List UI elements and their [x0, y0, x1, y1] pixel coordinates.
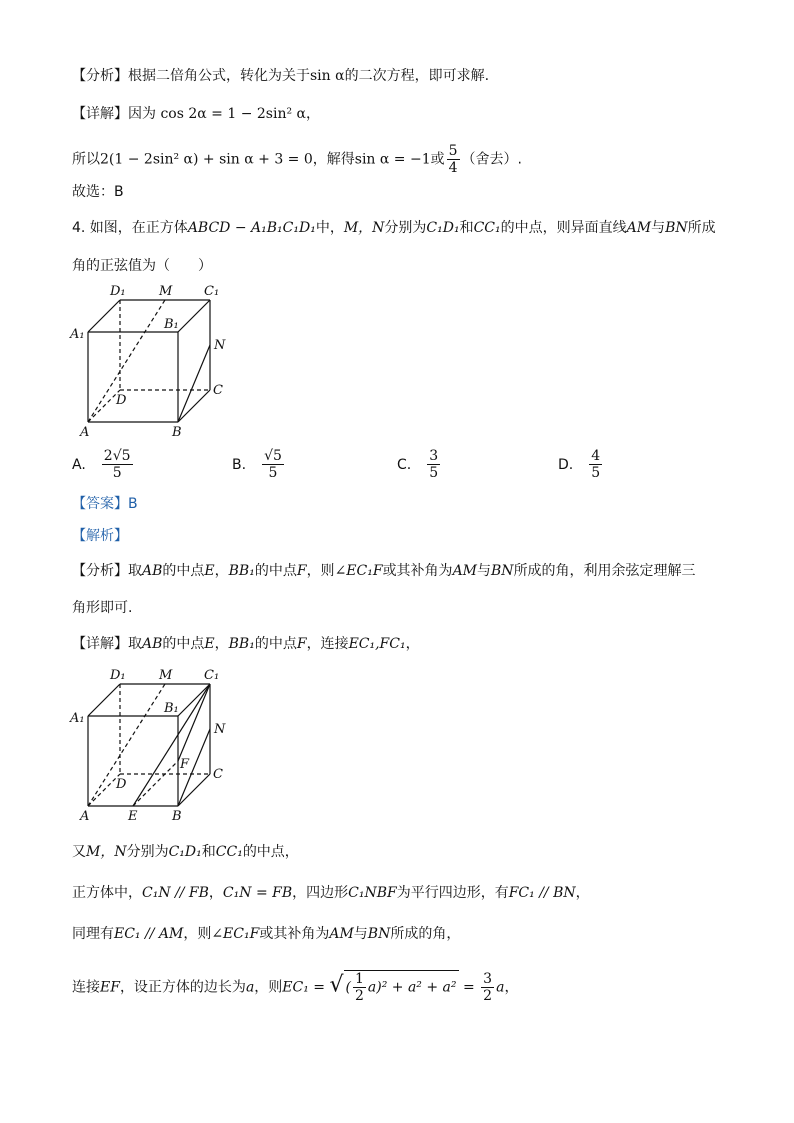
text: ，连接 [306, 636, 349, 652]
label-B: B [172, 809, 182, 824]
math-am: AM [329, 926, 354, 942]
text: ， [575, 885, 590, 901]
frac-den: 5 [268, 465, 278, 481]
label-D1: D₁ [110, 284, 126, 299]
fraction-5-4 [447, 143, 460, 176]
math-ef: EF [100, 979, 120, 996]
analysis2-line-1 [72, 561, 696, 581]
text: 所成的角， [390, 926, 461, 942]
text: 中， [315, 220, 344, 236]
option-frac [589, 448, 602, 481]
math-cc1: CC₁ [215, 844, 243, 860]
math-parallel: C₁N // FB [142, 885, 209, 901]
label-C: C [213, 383, 223, 398]
math-equation: 2(1 − 2sin² α) + sin α + 3 = 0 [100, 151, 313, 168]
text: 的中点 [162, 563, 205, 579]
option-frac [262, 448, 284, 481]
text: ，则 [254, 979, 283, 996]
math-angle: ∠EC₁F [334, 563, 383, 579]
frac-result [481, 971, 494, 1004]
text: 与 [353, 926, 368, 942]
label-F: F [180, 757, 190, 772]
text: 或其补角为 [382, 563, 453, 579]
math-e: E [204, 563, 215, 579]
frac-num: √5 [264, 448, 282, 464]
frac-num: 1 [354, 971, 364, 987]
text: 取 [128, 563, 142, 579]
label-A1: A₁ [70, 327, 85, 342]
option-label: D. [558, 456, 574, 473]
option-label: C. [397, 456, 412, 473]
math-parallel: FC₁ // BN [508, 885, 576, 901]
math-a: a [245, 979, 255, 996]
math-angle: ∠EC₁F [211, 926, 260, 942]
sqrt-sign: √ [329, 972, 344, 998]
detail-tag: 【详解】 [72, 106, 128, 122]
frac-num: 5 [448, 143, 458, 159]
analysis-line-1 [72, 66, 489, 86]
sqrt-body: ( $\frac{1}{2}$ a)² + a² + a² [345, 971, 457, 1004]
text: 所成的角，利用余弦定理解三 [513, 563, 696, 579]
text: 取 [128, 636, 142, 652]
detail2-line [72, 634, 420, 654]
text: ，解得 [312, 151, 355, 168]
text: 为平行四边形，有 [396, 885, 509, 901]
frac-num: 4 [591, 448, 601, 464]
option-c[interactable] [397, 448, 442, 481]
math-f: F [296, 636, 307, 652]
math-sin-alpha: sin α [310, 68, 345, 84]
label-E: E [128, 809, 138, 824]
cube-figure-1 [66, 282, 236, 442]
text: 所以 [72, 151, 100, 168]
final-line [72, 970, 518, 1004]
label-A: A [80, 425, 90, 440]
option-b[interactable] [232, 448, 286, 481]
label-M: M [159, 284, 173, 299]
frac-num: 3 [483, 971, 493, 987]
text: ， [306, 106, 320, 122]
label-D: D [116, 393, 127, 408]
question-line-2: 角的正弦值为（ ） [72, 258, 212, 274]
text: 同理有 [72, 926, 114, 942]
label-C1: C₁ [204, 668, 220, 683]
text: 的中点 [162, 636, 205, 652]
math-ab: AB [142, 636, 163, 652]
text: （舍去）. [461, 151, 522, 168]
frac-den: 5 [429, 465, 439, 481]
math-c1d1: C₁D₁ [168, 844, 202, 860]
text: 连接 [72, 979, 100, 996]
text: 与 [477, 563, 492, 579]
text: ，设正方体的边长为 [119, 979, 246, 996]
analysis-tag: 【分析】 [72, 68, 128, 84]
label-B1: B₁ [164, 317, 179, 332]
option-frac [102, 448, 133, 481]
label-M: M [159, 668, 173, 683]
text: 根据二倍角公式，转化为关于 [128, 68, 310, 84]
frac-den: 5 [112, 465, 122, 481]
jiexi-tag: 【解析】 [72, 528, 128, 544]
math-equal: C₁N = FB [222, 885, 293, 901]
label-A1: A₁ [70, 711, 85, 726]
text: ，则 [183, 926, 212, 942]
math-parallel: EC₁ // AM [114, 926, 184, 942]
math-cc1: CC₁ [473, 220, 501, 236]
math-f: F [296, 563, 307, 579]
math-c1d1: C₁D₁ [426, 220, 460, 236]
option-label: B. [232, 456, 247, 473]
analysis-tag: 【分析】 [72, 563, 128, 579]
text: 4. 如图，在正方体 [72, 220, 188, 236]
detail-tag: 【详解】 [72, 636, 128, 652]
text: 的中点， [242, 844, 299, 860]
text: 与 [651, 220, 666, 236]
text: 和 [201, 844, 216, 860]
option-d[interactable] [558, 448, 604, 481]
text: ， [214, 636, 229, 652]
text: 或 [430, 151, 445, 168]
question-line-1 [72, 218, 716, 238]
math-am: AM [626, 220, 652, 236]
math-quad: C₁NBF [348, 885, 397, 901]
frac-num: 2√5 [103, 448, 131, 464]
frac-half [353, 971, 366, 1004]
label-B: B [172, 425, 182, 440]
math-ab: AB [142, 563, 163, 579]
same-line [72, 924, 460, 944]
math-bn: BN [367, 926, 391, 942]
text: 正方体中， [72, 885, 142, 901]
text: ，四边形 [292, 885, 349, 901]
math-am: AM [452, 563, 478, 579]
text: ， [208, 885, 223, 901]
text: 和 [459, 220, 474, 236]
answer-line: 故选：B [72, 184, 124, 200]
option-label: A. [72, 456, 86, 473]
text: ， [405, 636, 420, 652]
label-A: A [80, 809, 90, 824]
text: 或其补角为 [259, 926, 330, 942]
also-line [72, 842, 299, 862]
math-double-angle: cos 2α = 1 − 2sin² α [160, 106, 306, 122]
label-N: N [214, 338, 226, 353]
frac-den: 4 [448, 160, 458, 176]
math-eq: = [313, 979, 326, 996]
cube-figure-2 [66, 666, 236, 826]
option-a[interactable] [72, 448, 135, 481]
label-B1: B₁ [164, 701, 179, 716]
frac-den: 5 [591, 465, 601, 481]
frac-num: 3 [429, 448, 439, 464]
frac-den: 2 [483, 988, 493, 1004]
math-mn: M，N [343, 220, 385, 236]
solve-line [72, 143, 522, 176]
math-cube: ABCD − A₁B₁C₁D₁ [187, 220, 316, 236]
detail-line-1 [72, 104, 320, 124]
text: 的中点，则异面直线 [500, 220, 627, 236]
math-bb1: BB₁ [228, 563, 255, 579]
text: ，则 [306, 563, 335, 579]
text: ， [504, 979, 519, 996]
text: 所成 [687, 220, 716, 236]
text: 的中点 [254, 563, 297, 579]
cube-line [72, 883, 590, 903]
label-N: N [214, 722, 226, 737]
math-bn: BN [665, 220, 688, 236]
math-a: a [496, 979, 505, 996]
math-segments: EC₁,FC₁ [348, 636, 406, 652]
sqrt-tail: a)² + a² + a² [367, 979, 457, 996]
label-D1: D₁ [110, 668, 126, 683]
math-result: sin α = −1 [354, 151, 431, 168]
analysis2-line-2: 角形即可. [72, 600, 133, 616]
text: 的中点 [254, 636, 297, 652]
math-bn: BN [491, 563, 514, 579]
answer-tag: 【答案】B [72, 496, 138, 512]
text: 又 [72, 844, 86, 860]
frac-den: 2 [354, 988, 364, 1004]
label-D: D [116, 777, 127, 792]
math-eq: = [462, 979, 475, 996]
math-ec1: EC₁ [282, 979, 309, 996]
label-C1: C₁ [204, 284, 220, 299]
text: ， [214, 563, 229, 579]
math-mn: M，N [86, 844, 127, 860]
text: 的二次方程，即可求解. [344, 68, 490, 84]
text: 分别为 [384, 220, 427, 236]
option-frac [427, 448, 440, 481]
label-C: C [213, 767, 223, 782]
math-e: E [204, 636, 215, 652]
text: 分别为 [126, 844, 169, 860]
math-bb1: BB₁ [228, 636, 255, 652]
text: 因为 [128, 106, 156, 122]
